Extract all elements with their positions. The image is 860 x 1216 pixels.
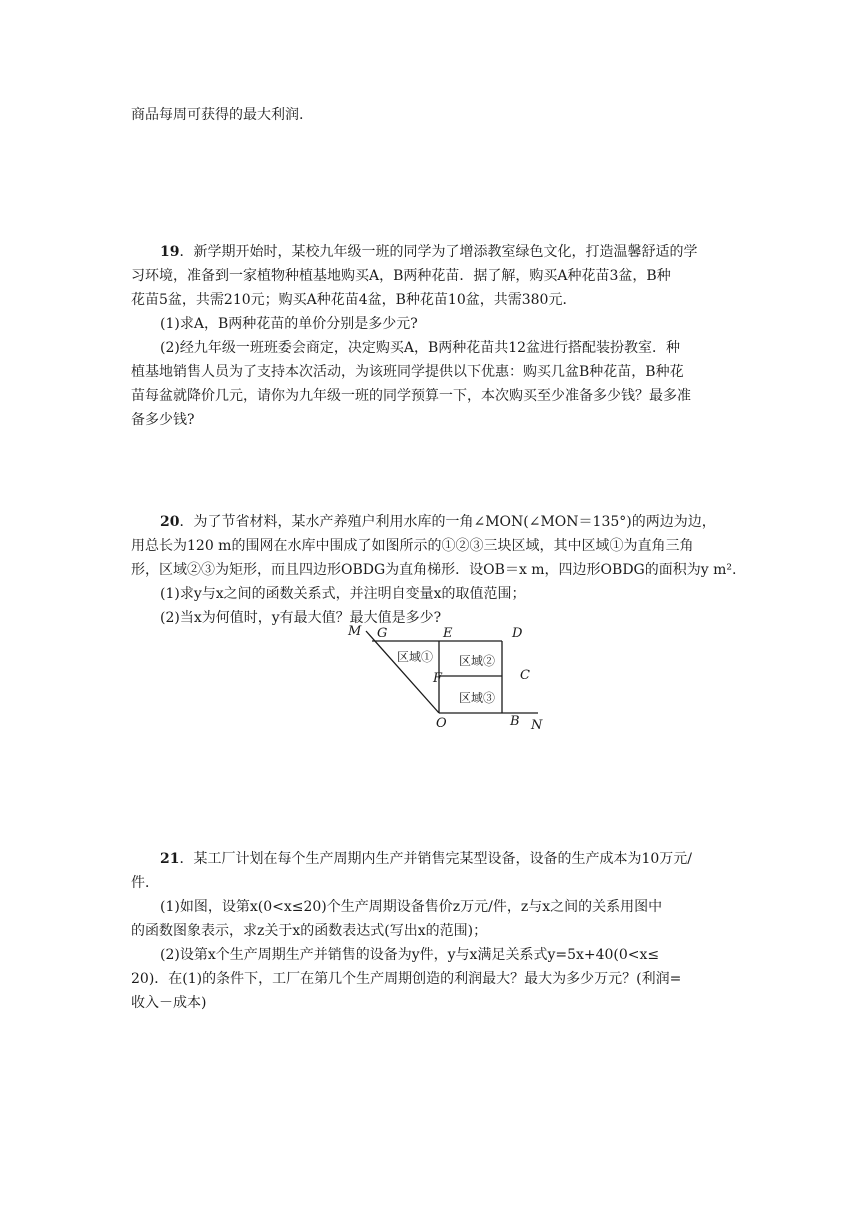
question-21-line: 的函数图象表示，求z关于x的函数表达式(写出x的范围)； — [131, 923, 488, 939]
question-20-line: 形，区域②③为矩形，而且四边形OBDG为直角梯形．设OB＝x m，四边形OBDG的面积为y m². — [131, 562, 737, 578]
question-19-line: 花苗5盆，共需210元；购买A种花苗4盆，B种花苗10盆，共需380元． — [131, 292, 577, 308]
question-20-line: (1)求y与x之间的函数关系式，并注明自变量x的取值范围； — [160, 586, 526, 602]
question-21-line: (2)设第x个生产周期生产并销售的设备为y件，y与x满足关系式y=5x+40(0<x≤ — [160, 947, 660, 963]
region-3-label: 区域③ — [459, 691, 496, 705]
question-text: ．为了节省材料，某水产养殖户利用水库的一角∠MON(∠MON＝135°)的两边为边， — [179, 514, 716, 530]
label-f: F — [433, 671, 443, 686]
question-text: ．某工厂计划在每个生产周期内生产并销售完某型设备，设备的生产成本为10万元/ — [179, 851, 693, 867]
question-19-line: 备多少钱? — [131, 412, 195, 428]
question-20-line: (2)当x为何值时，y有最大值？最大值是多少? — [160, 610, 442, 626]
question-21-line: 件． — [131, 875, 159, 891]
question-21-line: 收入－成本) — [131, 995, 207, 1011]
question-19-line: 植基地销售人员为了支持本次活动，为该班同学提供以下优惠：购买几盆B种花苗，B种花 — [131, 364, 684, 380]
region-2-label: 区域② — [459, 654, 496, 668]
label-n: N — [531, 718, 543, 733]
text-line: 商品每周可获得的最大利润. — [131, 107, 304, 123]
label-m: M — [348, 624, 362, 639]
label-b: B — [510, 714, 520, 729]
question-19-line: (2)经九年级一班班委会商定，决定购买A，B两种花苗共12盆进行搭配装扮教室．种 — [160, 340, 681, 356]
question-19-line: (1)求A，B两种花苗的单价分别是多少元? — [160, 316, 418, 332]
question-number: 19 — [160, 244, 180, 260]
ray-om — [366, 631, 439, 713]
region-1-label: 区域① — [397, 650, 434, 664]
question-21-line: (1)如图，设第x(0<x≤20)个生产周期设备售价z万元/件，z与x之间的关系用图中 — [160, 899, 663, 915]
question-21-line — [160, 849, 741, 869]
question-20-line: 用总长为120 m的围网在水库中围成了如图所示的①②③三块区域，其中区域①为直角三角 — [131, 538, 694, 554]
question-19-line — [160, 242, 741, 262]
question-19-line: 习环境，准备到一家植物种植基地购买A，B两种花苗．据了解，购买A种花苗3盆，B种 — [131, 268, 671, 284]
label-c: C — [520, 668, 530, 683]
label-g: G — [377, 626, 388, 641]
question-text: ．新学期开始时，某校九年级一班的同学为了增添教室绿色文化，打造温馨舒适的学 — [179, 244, 698, 260]
label-o: O — [436, 716, 447, 731]
question-20-line — [160, 512, 741, 532]
label-e: E — [443, 626, 453, 641]
label-d: D — [512, 626, 523, 641]
question-number: 21 — [160, 851, 180, 867]
question-19-line: 苗每盆就降价几元，请你为九年级一班的同学预算一下，本次购买至少准备多少钱？最多准 — [131, 388, 691, 404]
question-21-line: 20)．在(1)的条件下，工厂在第几个生产周期创造的利润最大？最大为多少万元？(利润= — [131, 971, 682, 987]
question-number: 20 — [160, 514, 180, 530]
